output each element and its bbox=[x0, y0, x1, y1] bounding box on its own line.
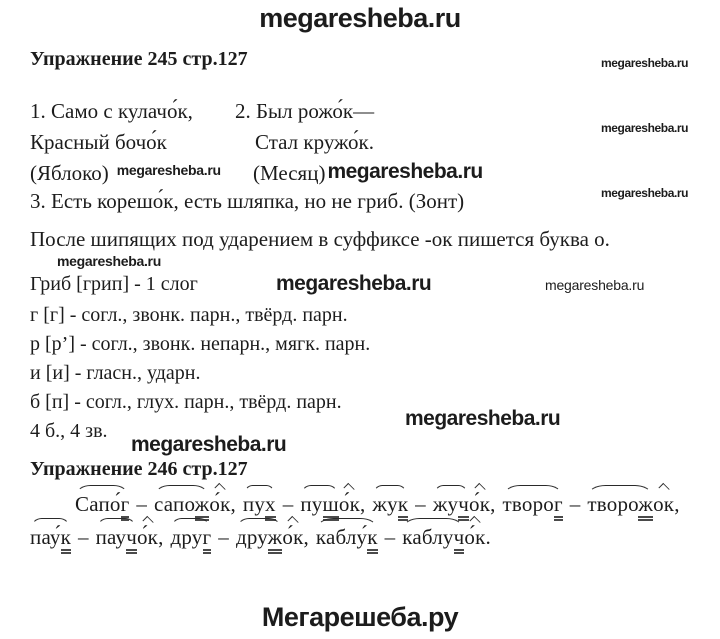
watermark-right-light: megaresheba.ru bbox=[545, 277, 645, 293]
phonetic-total: 4 б., 4 зв. bbox=[30, 420, 108, 442]
phonetic-line-g: г [г] - согл., звонк. парн., твёрд. парн. bbox=[30, 304, 348, 326]
riddle-2-answer bbox=[235, 158, 483, 189]
site-watermark-top: megaresheba.ru bbox=[259, 3, 461, 33]
watermark-right-2: megaresheba.ru bbox=[601, 121, 689, 135]
marked-word bbox=[243, 492, 276, 517]
marked-word bbox=[96, 525, 158, 550]
word-root-arc bbox=[433, 492, 469, 517]
phonetic-line-r: р [р’] - согл., звонк. непарн., мягк. парн. bbox=[30, 333, 371, 355]
watermark-inline-small: megaresheba.ru bbox=[116, 162, 221, 178]
marked-word bbox=[75, 492, 129, 517]
riddle-2-line-2: Стал кружо́к. bbox=[255, 130, 374, 154]
phonetic-line-b: б [п] - согл., глух. парн., твёрд. парн. bbox=[30, 391, 342, 413]
word-suffix-caret: о́к bbox=[469, 492, 491, 516]
underlined-letter: к bbox=[367, 525, 377, 554]
root-letters: дру bbox=[235, 525, 268, 549]
word-root-arc bbox=[503, 492, 563, 517]
marked-word bbox=[30, 525, 71, 550]
word-root-arc bbox=[372, 492, 408, 517]
marked-word bbox=[372, 492, 408, 517]
root-letters: каблу bbox=[402, 525, 454, 549]
word-root-arc bbox=[587, 492, 653, 517]
riddle-1 bbox=[30, 96, 221, 191]
riddle-1-line-2: Красный бочо́к bbox=[30, 130, 167, 154]
marked-word bbox=[433, 492, 490, 517]
marked-word bbox=[236, 525, 304, 550]
word-root-arc bbox=[170, 525, 211, 550]
marked-word bbox=[154, 492, 230, 517]
riddle-1-answer-text: (Яблоко) bbox=[30, 161, 109, 185]
marked-word bbox=[170, 525, 211, 550]
underlined-letter: ч bbox=[126, 525, 137, 554]
marked-word bbox=[300, 492, 360, 517]
root-letters: жу bbox=[372, 492, 398, 516]
underlined-letter: ж bbox=[195, 492, 210, 521]
underlined-letter: к bbox=[398, 492, 408, 521]
marked-word bbox=[402, 525, 485, 550]
word-suffix-caret: о́к bbox=[209, 492, 231, 516]
root-letters: сапо bbox=[154, 492, 195, 516]
riddle-2-line-1: 2. Был рожо́к— bbox=[235, 99, 375, 123]
word-suffix-caret: о́к bbox=[464, 525, 486, 549]
spelling-rule: После шипящих под ударением в суффиксе -ок пишется буква о. bbox=[30, 227, 610, 251]
word-root-arc bbox=[30, 525, 71, 550]
riddle-1-answer bbox=[30, 158, 221, 191]
watermark-large-left: megaresheba.ru bbox=[131, 433, 287, 456]
word-root-arc bbox=[300, 492, 339, 517]
word-suffix-caret: о́к bbox=[136, 525, 159, 549]
root-letters: творо bbox=[502, 492, 554, 516]
phonetic-analysis bbox=[30, 301, 370, 446]
underlined-letter: ч bbox=[458, 492, 469, 521]
phonetic-title: Гриб [грип] - 1 слог bbox=[30, 273, 198, 295]
riddle-2 bbox=[235, 96, 483, 189]
watermark-center-large: megaresheba.ru bbox=[276, 272, 432, 295]
root-letters: пу bbox=[242, 492, 266, 516]
root-letters: творо bbox=[587, 492, 639, 516]
exercise-246-heading: Упражнение 246 стр.127 bbox=[30, 458, 248, 480]
marked-word bbox=[503, 492, 563, 517]
watermark-right-1: megaresheba.ru bbox=[601, 56, 689, 70]
word-root-arc bbox=[96, 525, 137, 550]
underlined-letter: к bbox=[61, 525, 71, 554]
root-letters: дру bbox=[170, 525, 203, 549]
watermark-inline-large: megaresheba.ru bbox=[327, 160, 483, 183]
word-root-arc bbox=[75, 492, 129, 517]
word-root-arc bbox=[236, 525, 282, 550]
underlined-letter: ж bbox=[638, 492, 653, 521]
riddle-3: 3. Есть корешо́к, есть шляпка, но не гриб. (Зонт) bbox=[30, 189, 465, 213]
exercise-245-heading: Упражнение 245 стр.127 bbox=[30, 48, 248, 70]
word-pairs-line-1: Сапо́г – сапожо́к, пух – пушо́к, жук – жучо́к, творог – творожок, bbox=[75, 492, 680, 517]
word-suffix-caret: ок bbox=[653, 492, 675, 516]
word-pairs-line-2: пау́к – паучо́к, друг – дружо́к, каблу́к – каблучо́к. bbox=[30, 525, 491, 550]
root-letters: пу bbox=[300, 492, 323, 516]
watermark-large-right: megaresheba.ru bbox=[405, 407, 561, 430]
phonetic-line-i: и [и] - гласн., ударн. bbox=[30, 362, 201, 384]
word-suffix-caret: о́к bbox=[338, 492, 360, 516]
word-suffix-caret: о́к bbox=[282, 525, 304, 549]
underlined-letter: х bbox=[265, 492, 276, 521]
word-root-arc bbox=[154, 492, 209, 517]
underlined-letter: г bbox=[203, 525, 212, 554]
watermark-right-3: megaresheba.ru bbox=[601, 186, 689, 200]
root-letters: пау́ bbox=[30, 525, 61, 549]
underlined-letter: ш bbox=[323, 492, 339, 521]
riddle-1-line-1: 1. Само с кулачо́к, bbox=[30, 99, 193, 123]
root-letters: Сапо́ bbox=[75, 492, 121, 516]
word-root-arc bbox=[243, 492, 276, 517]
root-letters: пау bbox=[95, 525, 127, 549]
root-letters: каблу́ bbox=[315, 525, 368, 549]
word-root-arc bbox=[402, 525, 464, 550]
underlined-letter: г bbox=[554, 492, 563, 521]
watermark-left-small: megaresheba.ru bbox=[57, 253, 161, 269]
word-root-arc bbox=[316, 525, 378, 550]
marked-word bbox=[587, 492, 674, 517]
underlined-letter: ч bbox=[454, 525, 465, 554]
site-brand-bottom: Мегарешеба.ру bbox=[261, 602, 459, 632]
riddle-2-answer-text: (Месяц) bbox=[253, 161, 326, 185]
root-letters: жу bbox=[432, 492, 459, 516]
marked-word bbox=[316, 525, 378, 550]
underlined-letter: ж bbox=[268, 525, 283, 554]
underlined-letter: г bbox=[121, 492, 130, 521]
